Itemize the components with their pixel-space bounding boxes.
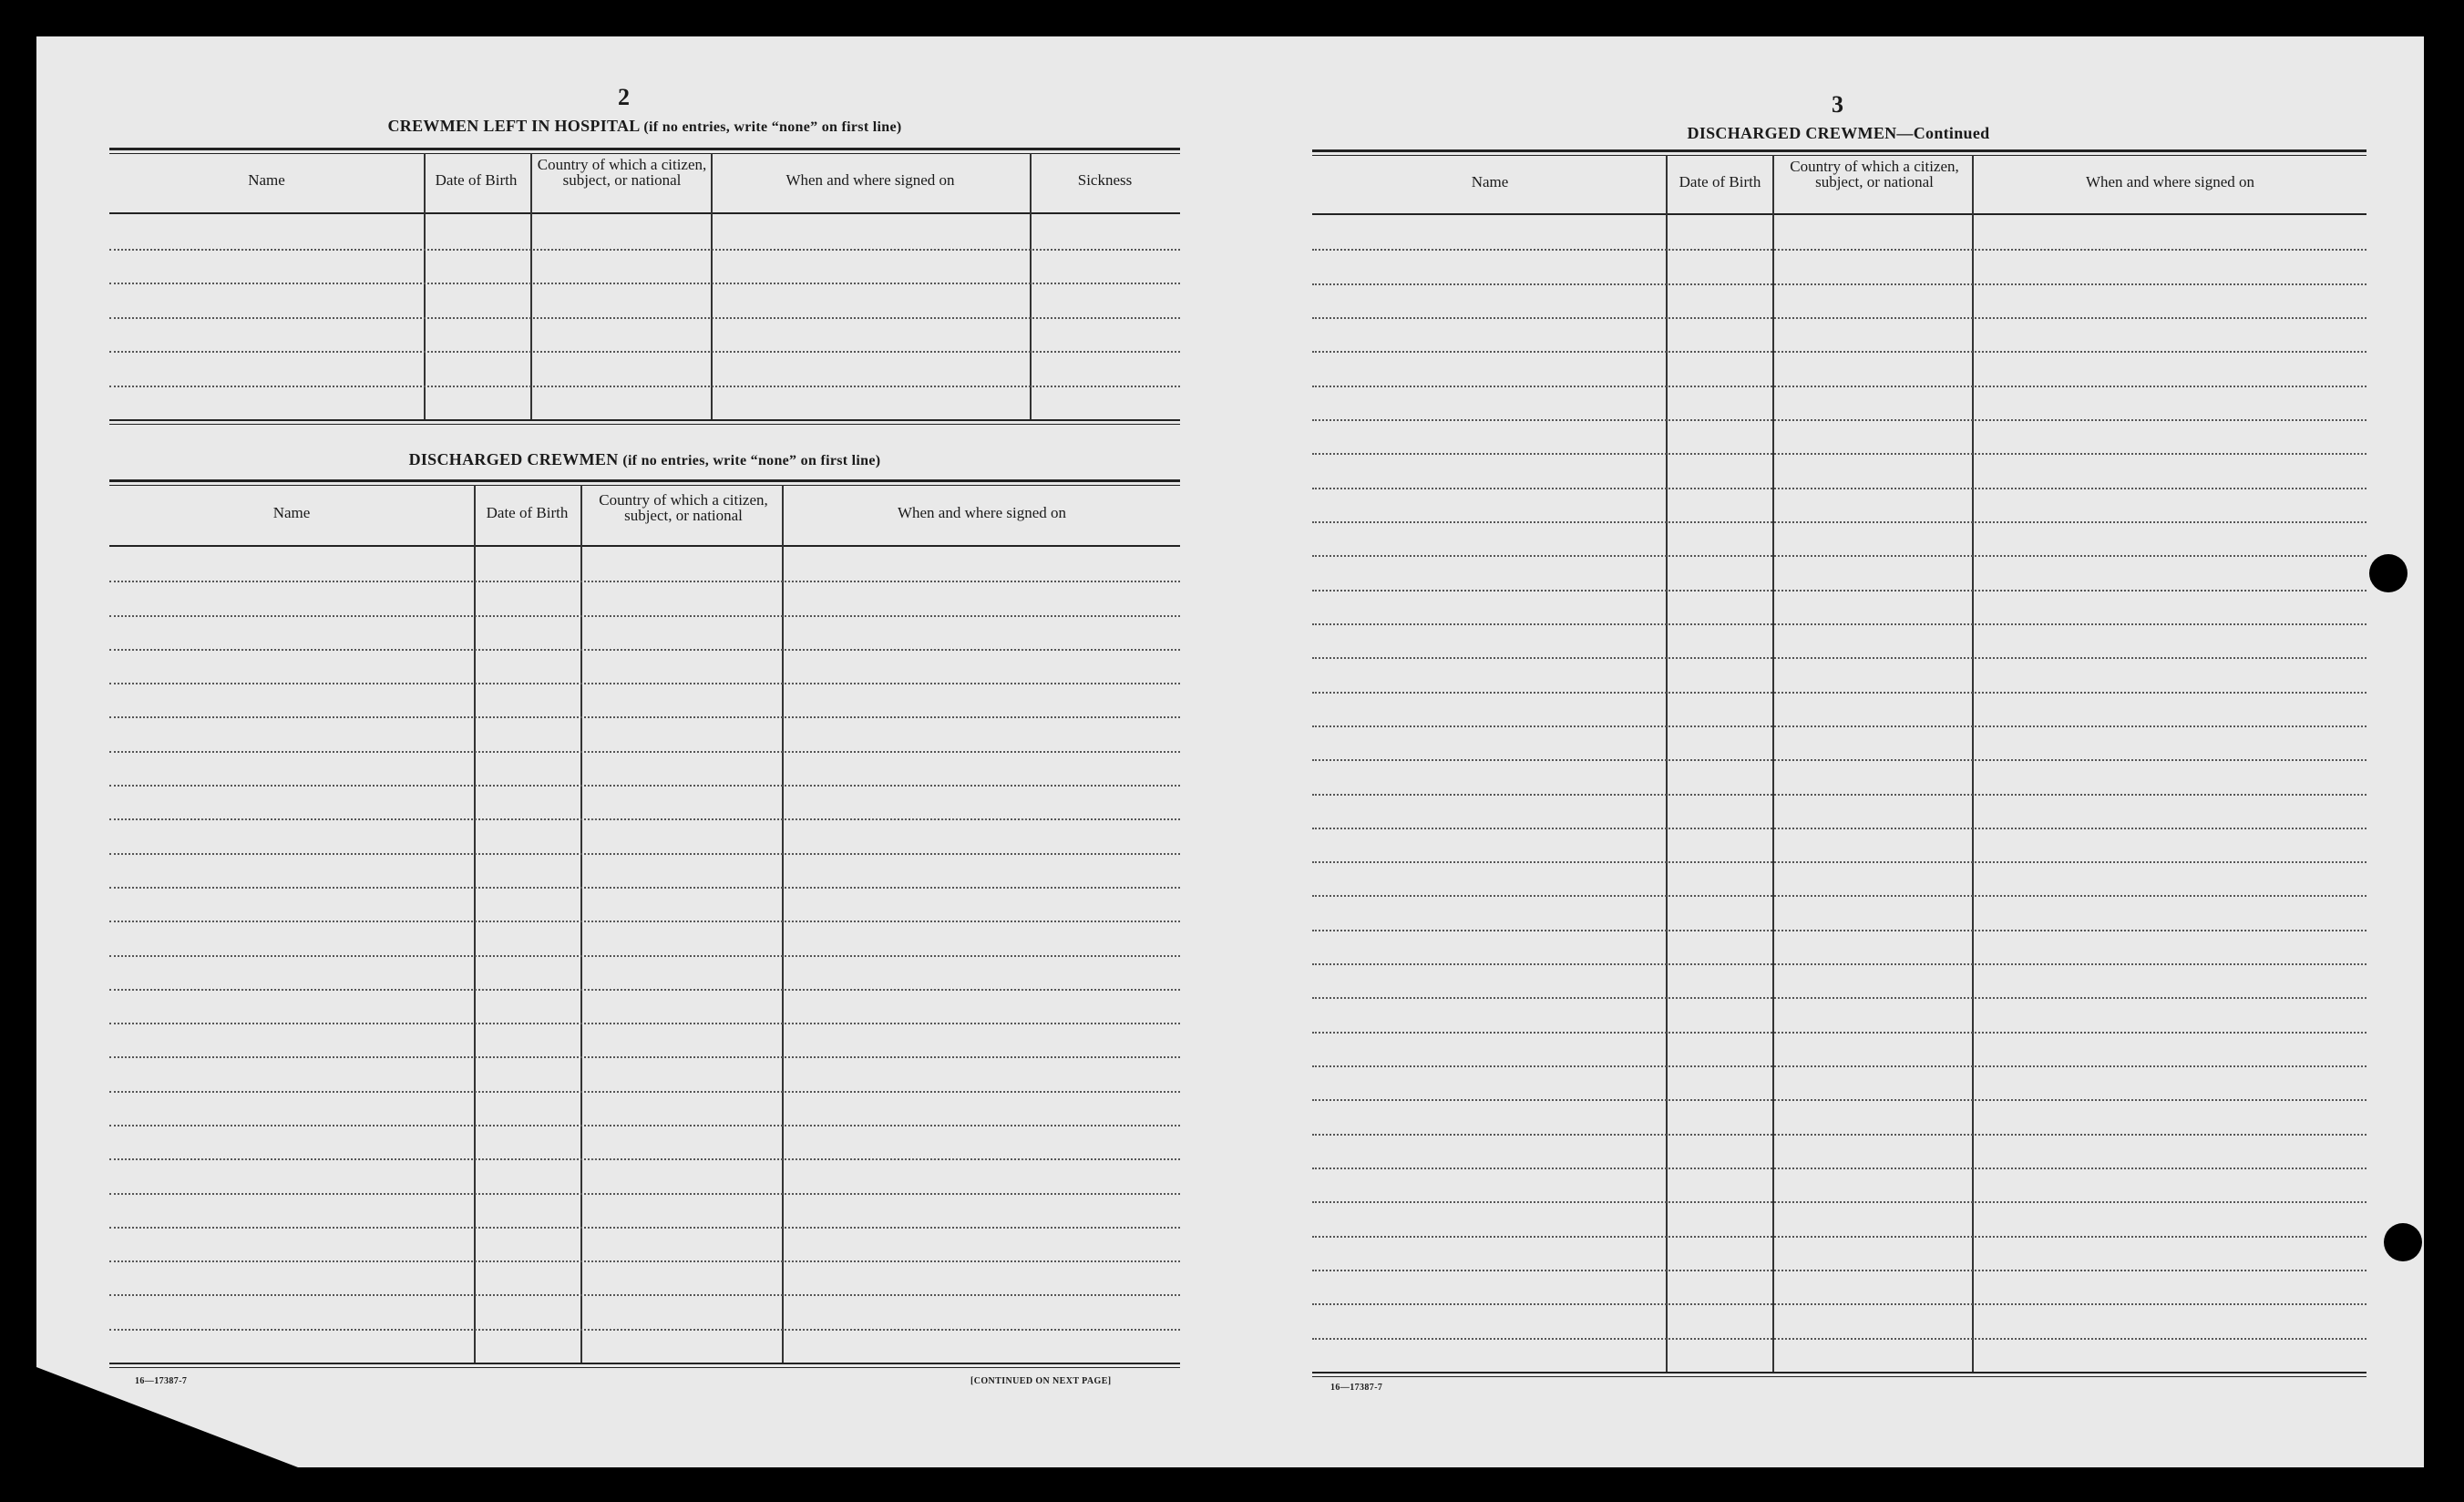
entry-line bbox=[1312, 521, 2366, 523]
entry-line bbox=[1312, 1032, 2366, 1034]
entry-line bbox=[1312, 1201, 2366, 1203]
entry-line bbox=[1312, 657, 2366, 659]
entry-line bbox=[109, 1227, 1180, 1229]
entry-line bbox=[109, 1158, 1180, 1160]
header-country: Country of which a citizen, subject, or national bbox=[599, 491, 768, 524]
header-name: Name bbox=[272, 503, 311, 521]
entry-line bbox=[1312, 963, 2366, 965]
header-country: Country of which a citizen, subject, or national bbox=[1790, 158, 1959, 190]
table-bottom-rule-thin bbox=[109, 1367, 1180, 1368]
col-divider bbox=[1030, 153, 1032, 419]
entry-line bbox=[109, 317, 1180, 319]
col-divider bbox=[424, 153, 426, 419]
entry-line bbox=[109, 581, 1180, 582]
entry-line bbox=[109, 989, 1180, 991]
table-bottom-rule-thin bbox=[1312, 1376, 2366, 1377]
header-signed-on: When and where signed on bbox=[897, 503, 1067, 521]
binder-punch-hole bbox=[2369, 554, 2408, 592]
entry-line bbox=[1312, 623, 2366, 625]
entry-line bbox=[109, 1294, 1180, 1296]
discharged-title-text: DISCHARGED CREWMEN bbox=[408, 450, 619, 468]
hospital-table bbox=[109, 148, 1180, 426]
entry-line bbox=[1312, 997, 2366, 999]
continued-note: [CONTINUED ON NEXT PAGE] bbox=[970, 1376, 1112, 1386]
entry-line bbox=[1312, 828, 2366, 829]
table-bottom-rule-thin bbox=[109, 424, 1180, 425]
discharged-title-note: (if no entries, write “none” on first line) bbox=[622, 453, 881, 468]
entry-line bbox=[109, 649, 1180, 651]
entry-line bbox=[1312, 351, 2366, 353]
binder-punch-hole bbox=[2384, 1223, 2422, 1261]
col-divider bbox=[1972, 155, 1974, 1372]
entry-line bbox=[1312, 555, 2366, 557]
entry-line bbox=[109, 887, 1180, 889]
entry-line bbox=[109, 1125, 1180, 1126]
form-number-left: 16—17387-7 bbox=[135, 1376, 188, 1386]
hospital-section-title bbox=[109, 117, 1180, 136]
entry-line bbox=[1312, 1134, 2366, 1136]
col-divider bbox=[711, 153, 713, 419]
entry-line bbox=[1312, 759, 2366, 761]
discharged-continued-title: DISCHARGED CREWMEN—Continued bbox=[1687, 124, 1990, 142]
entry-line bbox=[109, 955, 1180, 957]
discharged-continued-table bbox=[1312, 149, 2366, 1378]
entry-line bbox=[1312, 1099, 2366, 1101]
table-bottom-rule bbox=[109, 419, 1180, 421]
entry-line bbox=[1312, 453, 2366, 455]
entry-line bbox=[109, 716, 1180, 718]
entry-line bbox=[109, 283, 1180, 284]
entry-line bbox=[1312, 419, 2366, 421]
entry-line bbox=[1312, 930, 2366, 931]
entry-line bbox=[109, 249, 1180, 251]
entry-line bbox=[1312, 1236, 2366, 1238]
entry-line bbox=[109, 1023, 1180, 1024]
header-date-of-birth: Date of Birth bbox=[1679, 172, 1761, 190]
form-number-right: 16—17387-7 bbox=[1330, 1383, 1383, 1393]
entry-line bbox=[1312, 1270, 2366, 1271]
entry-line bbox=[109, 386, 1180, 387]
table-bottom-rule bbox=[109, 1363, 1180, 1364]
entry-line bbox=[1312, 692, 2366, 694]
discharged-section-title bbox=[109, 450, 1180, 469]
col-divider bbox=[530, 153, 532, 419]
entry-line bbox=[1312, 1338, 2366, 1340]
page-number-right: 3 bbox=[1832, 91, 1843, 118]
entry-line bbox=[109, 1260, 1180, 1262]
entry-line bbox=[109, 818, 1180, 820]
entry-line bbox=[1312, 386, 2366, 387]
entry-line bbox=[109, 751, 1180, 753]
entry-line bbox=[1312, 1065, 2366, 1067]
entry-line bbox=[109, 1091, 1180, 1093]
entry-line bbox=[109, 1329, 1180, 1331]
col-divider bbox=[1666, 155, 1668, 1372]
entry-line bbox=[1312, 1303, 2366, 1305]
hospital-title-text: CREWMEN LEFT IN HOSPITAL bbox=[387, 117, 640, 135]
hospital-title-note: (if no entries, write “none” on first line) bbox=[643, 119, 902, 135]
page-number-left: 2 bbox=[618, 84, 630, 110]
entry-line bbox=[1312, 249, 2366, 251]
entry-line bbox=[109, 615, 1180, 617]
header-date-of-birth: Date of Birth bbox=[435, 170, 518, 189]
entry-line bbox=[1312, 488, 2366, 489]
header-country: Country of which a citizen, subject, or national bbox=[537, 156, 707, 189]
entry-line bbox=[109, 683, 1180, 684]
header-bottom-rule bbox=[109, 212, 1180, 214]
entry-line bbox=[1312, 283, 2366, 285]
discharged-table bbox=[109, 479, 1180, 1368]
entry-line bbox=[109, 785, 1180, 787]
header-name: Name bbox=[248, 170, 285, 189]
col-divider bbox=[1772, 155, 1774, 1372]
header-bottom-rule bbox=[1312, 213, 2366, 215]
entry-line bbox=[1312, 861, 2366, 863]
header-sickness: Sickness bbox=[1077, 170, 1133, 189]
entry-line bbox=[1312, 895, 2366, 897]
header-date-of-birth: Date of Birth bbox=[486, 503, 569, 521]
entry-line bbox=[109, 1193, 1180, 1195]
table-bottom-rule bbox=[1312, 1372, 2366, 1373]
header-name: Name bbox=[1471, 172, 1509, 190]
header-signed-on: When and where signed on bbox=[2085, 172, 2255, 190]
entry-line bbox=[1312, 1168, 2366, 1169]
entry-line bbox=[109, 1056, 1180, 1058]
entry-line bbox=[1312, 725, 2366, 727]
entry-line bbox=[109, 921, 1180, 922]
entry-line bbox=[109, 853, 1180, 855]
header-bottom-rule bbox=[109, 545, 1180, 547]
header-signed-on: When and where signed on bbox=[785, 170, 955, 189]
entry-line bbox=[1312, 317, 2366, 319]
entry-line bbox=[1312, 794, 2366, 796]
entry-line bbox=[1312, 590, 2366, 592]
entry-line bbox=[109, 351, 1180, 353]
